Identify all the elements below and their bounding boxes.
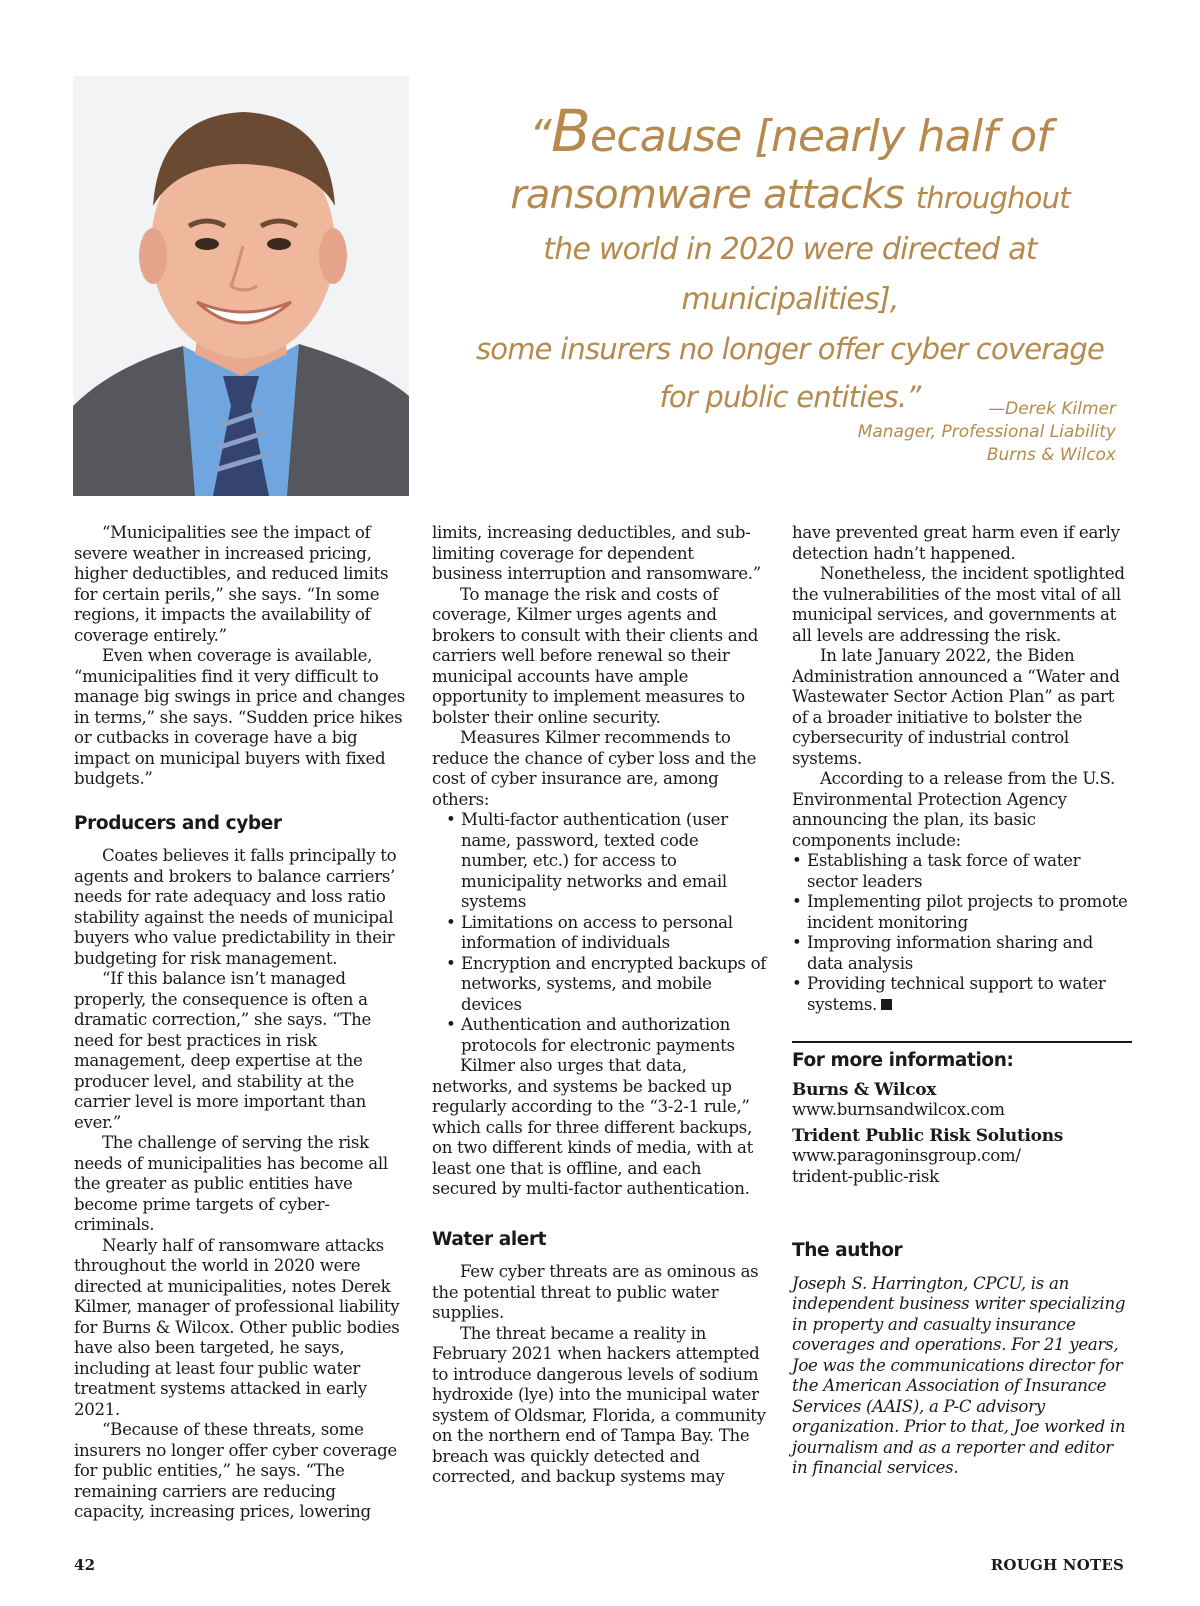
section-heading-water-alert: Water alert	[432, 1228, 547, 1250]
drop-letter: B	[551, 97, 591, 165]
list-item: • Implementing pilot projects to promote incident monitoring	[792, 892, 1132, 933]
cyber-measures-list	[432, 810, 767, 1056]
paragraph: In late January 2022, the Biden Administration announced a “Water and Wastewater Sector Action Plan” as part of a broader initiative to bolster the cybersecurity of industrial control systems.	[792, 646, 1120, 768]
paragraph: have prevented great harm even if early detection hadn’t happened.	[792, 523, 1120, 563]
page-number: 42	[74, 1556, 96, 1574]
info-divider	[792, 1041, 1132, 1043]
author-heading: The author	[792, 1240, 903, 1261]
list-item: • Authentication and authorization protocols for electronic payments	[446, 1015, 767, 1056]
attribution-name: —Derek Kilmer	[988, 399, 1116, 419]
portrait-illustration	[73, 76, 409, 496]
pull-quote-line-4: some insurers no longer offer cyber coverage	[475, 332, 1105, 366]
author-bio: Joseph S. Harrington, CPCU, is an independent business writer specializing in property and casualty insurance coverages and operations. For 21 years, Joe was the communications director for the American Association of Insurance Services (AAIS), a P-C advisory organization. Prior to that, Joe worked in journalism and as a reporter and editor in financial services.	[792, 1273, 1126, 1477]
paragraph: Even when coverage is available, “municipalities find it very difficult to manage big swings in price and changes in terms,” she says. “Sudden price hikes or cutbacks in coverage have a big impact on municipal buyers with fixed budgets.”	[74, 646, 405, 788]
paragraph: Measures Kilmer recommends to reduce the chance of cyber loss and the cost of cyber insurance are, among others:	[432, 728, 757, 809]
quote-attribution	[858, 398, 1116, 467]
pull-quote-line-1	[440, 97, 1140, 168]
column-1	[74, 523, 409, 1523]
paragraph: “Municipalities see the impact of severe weather in increased pricing, higher deductibles, and reduced limits for certain perils,” she says. “In some regions, it impacts the availability of coverage entirely.”	[74, 523, 389, 645]
url-trident-line-2: trident-public-risk	[792, 1166, 939, 1186]
attribution-title: Manager, Professional Liability	[857, 422, 1116, 442]
author-photo	[73, 76, 409, 496]
more-info-heading: For more information:	[792, 1050, 1014, 1071]
paragraph: According to a release from the U.S. Environmental Protection Agency announcing the plan, its basic components include:	[792, 769, 1116, 850]
pull-quote-line-2	[440, 168, 1140, 225]
paragraph: Nonetheless, the incident spotlighted the vulnerabilities of the most vital of all municipal services, and governments at all levels are addressing the risk.	[792, 564, 1125, 645]
pull-quote-line-1-rest: ecause [nearly half of	[590, 111, 1051, 162]
attribution-company: Burns & Wilcox	[986, 445, 1116, 465]
list-item-text: Providing technical support to water systems.	[807, 974, 1106, 1014]
paragraph: The threat became a reality in February 2021 when hackers attempted to introduce dangerous levels of sodium hydroxide (lye) into the municipal water system of Oldsmar, Florida, a community on the northern end of Tampa Bay. The breach was quickly detected and corrected, and backup systems may	[432, 1323, 766, 1486]
pull-quote-line-5: for public entities.”	[659, 380, 921, 414]
column-3	[792, 523, 1132, 1479]
org-trident: Trident Public Risk Solutions	[792, 1125, 1064, 1146]
org-burns-wilcox: Burns & Wilcox	[792, 1079, 937, 1100]
paragraph: Nearly half of ransomware attacks throughout the world in 2020 were directed at municipalities, notes Derek Kilmer, manager of professional liability for Burns & Wilcox. Other public bodies have also been targeted, he says, including at least four public water treatment systems attacked in early 2021.	[74, 1235, 400, 1419]
pull-quote-line-2b: throughout	[915, 181, 1070, 215]
end-mark-icon	[881, 999, 892, 1010]
action-plan-list	[792, 851, 1132, 1015]
paragraph: Kilmer also urges that data, networks, and systems be backed up regularly according to the “3-2-1 rule,” which calls for three different backups, on two different kinds of media, with at least one that is offline, and each secured by multi-factor authentication.	[432, 1056, 754, 1198]
list-item: • Encryption and encrypted backups of networks, systems, and mobile devices	[446, 954, 767, 1016]
more-info-box	[792, 1051, 1132, 1187]
open-quote-mark: “	[529, 111, 552, 162]
list-item: • Improving information sharing and data analysis	[792, 933, 1132, 974]
pull-quote	[440, 97, 1140, 421]
section-heading-producers: Producers and cyber	[74, 812, 282, 834]
paragraph: “Because of these threats, some insurers no longer offer cyber coverage for public entities,” he says. “The remaining carriers are reducing capacity, increasing prices, lowering	[74, 1420, 397, 1521]
author-box	[792, 1241, 1132, 1479]
url-trident-line-1: www.paragoninsgroup.com/	[792, 1146, 1021, 1165]
paragraph: Coates believes it falls principally to agents and brokers to balance carriers’ needs for rate adequacy and loss ratio stability against the needs of municipal buyers who value predictability in their budgeting for risk management.	[74, 846, 397, 968]
list-item: • Limitations on access to personal information of individuals	[446, 913, 767, 954]
list-item: • Multi-factor authentication (user name, password, texted code number, etc.) for access to municipality networks and email systems	[446, 810, 767, 913]
publication-name: ROUGH NOTES	[990, 1556, 1124, 1574]
paragraph: Few cyber threats are as ominous as the potential threat to public water supplies.	[432, 1262, 759, 1322]
url-burns-wilcox: www.burnsandwilcox.com	[792, 1100, 1005, 1119]
pull-quote-line-2a: ransomware attacks	[510, 172, 904, 218]
list-item: • Establishing a task force of water sector leaders	[792, 851, 1132, 892]
paragraph: “If this balance isn’t managed properly, the consequence is often a dramatic correction,” she says. “The need for best practices in risk management, deep expertise at the producer level, and stability at the carrier level is more important than ever.”	[74, 969, 371, 1132]
paragraph: The challenge of serving the risk needs of municipalities has become all the greater as public entities have become prime targets of cyber-criminals.	[74, 1133, 388, 1234]
column-2	[432, 523, 767, 1488]
paragraph: limits, increasing deductibles, and sub-limiting coverage for dependent business interruption and ransomware.”	[432, 523, 761, 583]
pull-quote-line-3: the world in 2020 were directed at municipalities],	[543, 232, 1037, 317]
paragraph: To manage the risk and costs of coverage, Kilmer urges agents and brokers to consult with their clients and carriers well before renewal so their municipal accounts have ample opportunity to implement measures to bolster their online security.	[432, 584, 759, 727]
list-item	[792, 974, 1132, 1015]
